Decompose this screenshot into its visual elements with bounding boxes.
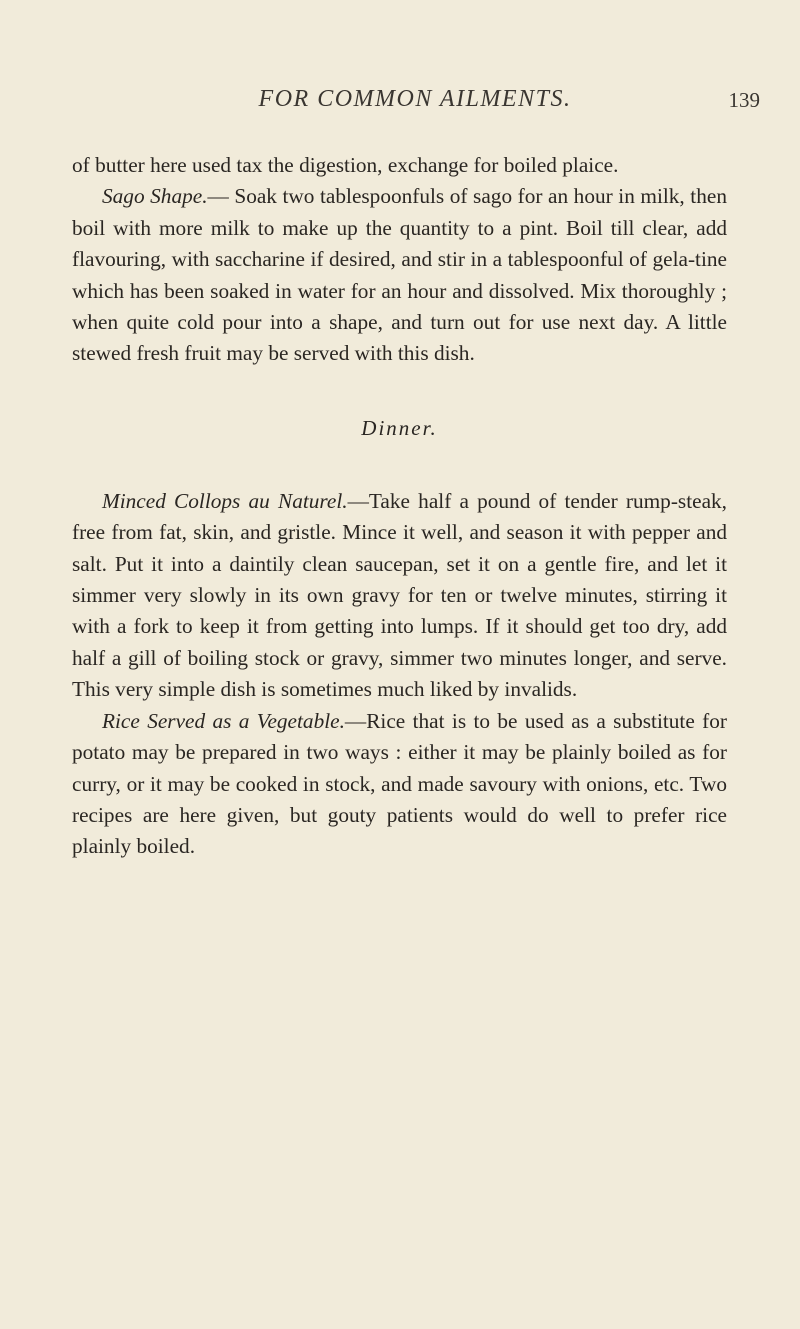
running-title: FOR COMMON AILMENTS. (258, 86, 572, 112)
section-heading: Dinner. (361, 415, 438, 440)
paragraph-text: — Soak two tablespoonfuls of sago for an hour in milk, then boil with more milk to make up the quantity to a pint. Boil till clear, add flavouring, with saccharine if desired, and stir in a tablespoonful of gela-tine which has been soaked in water for an hour and dissolved. Mix thoroughly ; when quite cold pour into a shape, and turn out for use next day. A little stewed fresh fruit may be served with this dish. (72, 184, 727, 366)
paragraph-text: —Rice that is to be used as a substitute for potato may be prepared in two ways : either it may be plainly boiled as for curry, or it may be cooked in stock, and made savoury with onions, etc. Two recipes are here given, but gouty patients would do well to prefer rice plainly boiled. (72, 708, 727, 859)
paragraph-text: —Take half a pound of tender rump-steak, free from fat, skin, and gristle. Mince it well, and season it with pepper and salt. Put it into a daintily clean saucepan, set it on a gentle fire, and let it simmer very slowly in its own gravy for ten or twelve minutes, stirring it with a fork to keep it from getting into lumps. If it should get too dry, add half a gill of boiling stock or gravy, simmer two minutes longer, and serve. This very simple dish is sometimes much liked by invalids. (72, 488, 727, 702)
paragraph-rice-vegetable (72, 706, 727, 863)
page-number: 139 (728, 88, 760, 112)
recipe-title: Sago Shape. (102, 184, 208, 209)
paragraph-continuation (72, 150, 727, 181)
running-header (70, 86, 760, 126)
paragraph-minced-collops (72, 486, 727, 706)
paragraph-sago-shape (72, 181, 727, 369)
recipe-title: Minced Collops au Naturel. (102, 488, 348, 513)
body-text (72, 150, 727, 863)
recipe-title: Rice Served as a Vegetable. (102, 708, 345, 733)
paragraph-text: of butter here used tax the digestion, exchange for boiled plaice. (72, 153, 619, 177)
